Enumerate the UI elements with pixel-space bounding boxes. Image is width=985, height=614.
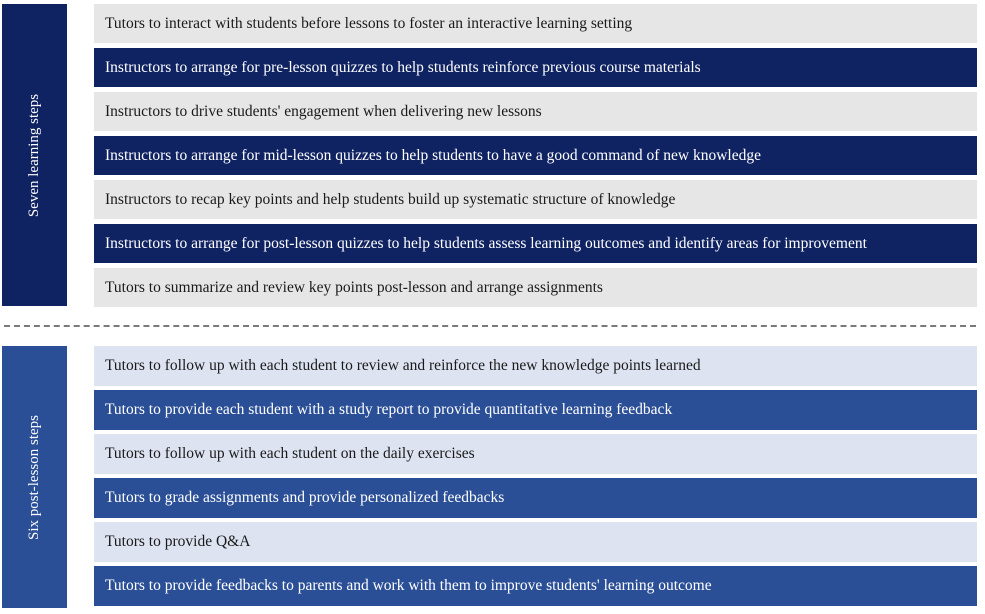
section-label-learning-steps-text: Seven learning steps	[26, 93, 42, 217]
section-label-post-lesson-steps-text: Six post-lesson steps	[26, 414, 43, 540]
post-lesson-step-2: Tutors to provide each student with a study report to provide quantitative learning feedback	[94, 390, 977, 430]
post-lesson-step-1: Tutors to follow up with each student to review and reinforce the new knowledge points learned	[94, 346, 977, 386]
learning-steps-list	[94, 4, 977, 312]
learning-step-7: Tutors to summarize and review key points post-lesson and arrange assignments	[94, 268, 977, 307]
section-label-post-lesson-steps	[2, 346, 67, 608]
post-lesson-step-5: Tutors to provide Q&A	[94, 522, 977, 562]
learning-step-6: Instructors to arrange for post-lesson quizzes to help students assess learning outcomes and identify areas for improvement	[94, 224, 977, 263]
section-label-learning-steps	[2, 4, 67, 306]
learning-step-1: Tutors to interact with students before lessons to foster an interactive learning setting	[94, 4, 977, 43]
learning-step-2: Instructors to arrange for pre-lesson quizzes to help students reinforce previous course materials	[94, 48, 977, 87]
post-lesson-step-4: Tutors to grade assignments and provide personalized feedbacks	[94, 478, 977, 518]
learning-step-5: Instructors to recap key points and help students build up systematic structure of knowledge	[94, 180, 977, 219]
post-lesson-step-3: Tutors to follow up with each student on the daily exercises	[94, 434, 977, 474]
post-lesson-step-6: Tutors to provide feedbacks to parents and work with them to improve students' learning outcome	[94, 566, 977, 606]
section-divider	[4, 325, 976, 327]
learning-step-3: Instructors to drive students' engagement when delivering new lessons	[94, 92, 977, 131]
post-lesson-steps-list	[94, 346, 977, 610]
learning-step-4: Instructors to arrange for mid-lesson quizzes to help students to have a good command of new knowledge	[94, 136, 977, 175]
